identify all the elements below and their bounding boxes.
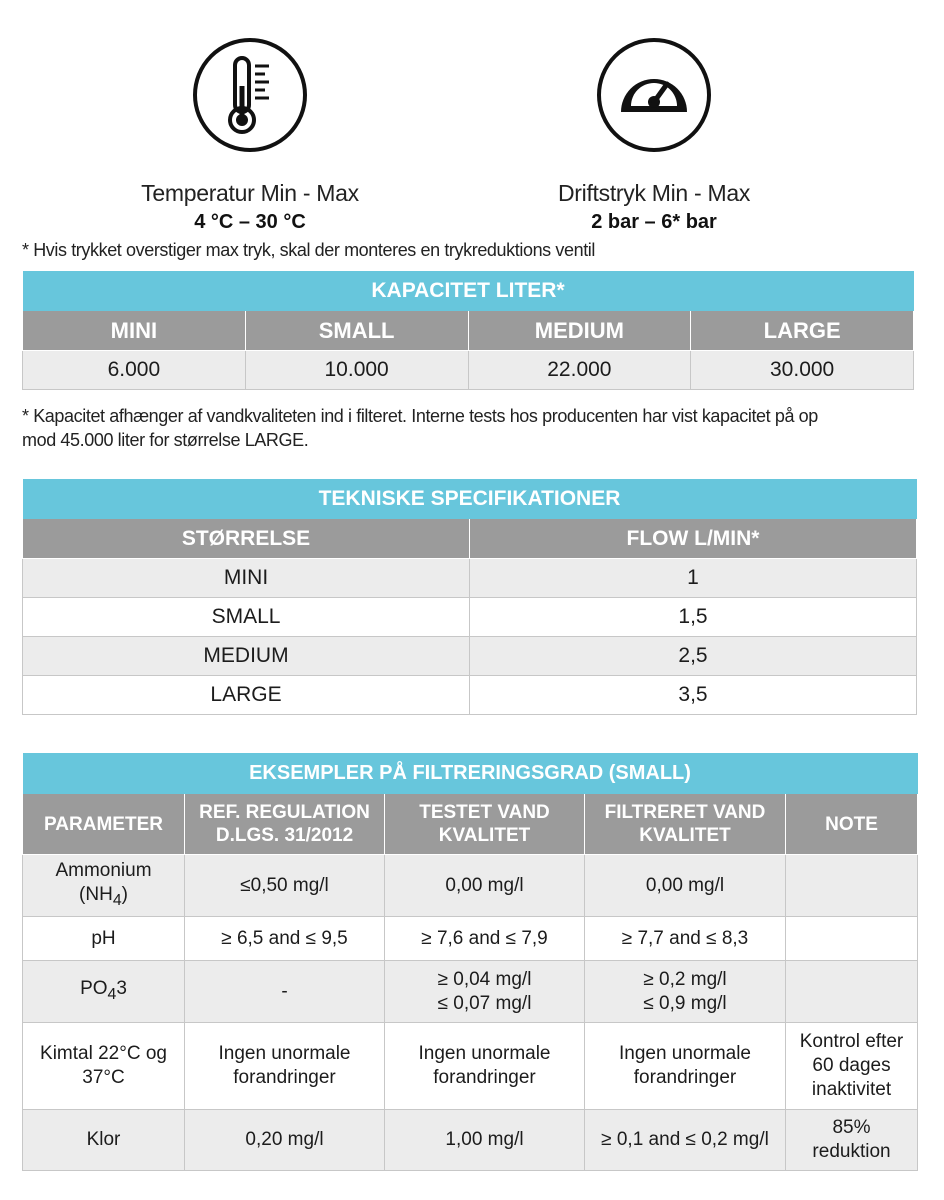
capacity-title: KAPACITET LITER* [23,271,914,311]
header-parameter: PARAMETER [23,794,185,855]
capacity-value-large: 30.000 [691,351,914,390]
header-ref-line2: D.LGS. 31/2012 [215,825,354,846]
filtered-cell: ≥ 7,7 and ≤ 8,3 [585,917,786,961]
ref-cell [185,1023,385,1110]
temperature-value: 4 °C – 30 °C [194,211,306,233]
header-filtered-line2: KVALITET [639,825,731,846]
specs-flow-cell: 1,5 [470,598,917,637]
filtered-cell [585,1023,786,1110]
table-row [23,559,917,598]
pressure-value: 2 bar – 6* bar [591,211,717,233]
param-po4 [23,961,185,1023]
specs-flow-cell: 3,5 [470,676,917,715]
tested-cell [385,961,585,1023]
ref-line1: Ingen unormale [218,1043,351,1064]
header-filtered [585,794,786,855]
note-line1: 85% [832,1117,871,1138]
note-line2: 60 dages [812,1055,891,1076]
capacity-value-medium: 22.000 [468,351,691,390]
param-klor: Klor [23,1110,185,1171]
param-text: (NH [79,883,113,905]
note-cell [786,1023,918,1110]
capacity-note [22,404,818,452]
specs-title: TEKNISKE SPECIFIKATIONER [23,479,917,519]
ref-cell: ≤0,50 mg/l [185,855,385,917]
tested-cell: 0,00 mg/l [385,855,585,917]
tested-line1: Ingen unormale [418,1043,551,1064]
header-ref-line1: REF. REGULATION [199,802,370,823]
param-ammonium [23,855,185,917]
tested-cell: 1,00 mg/l [385,1110,585,1171]
param-line2 [27,883,180,913]
specs-header-size: STØRRELSE [23,519,470,559]
pressure-note: * Hvis trykket overstiger max tryk, skal der monteres en trykreduktions ventil [22,240,595,260]
note-line1: Kontrol efter [799,1031,904,1052]
thermometer-icon [191,36,309,154]
param-text: 3 [116,977,127,999]
specs-flow-cell: 1 [470,559,917,598]
table-row [23,961,918,1023]
note-cell [786,961,918,1023]
capacity-header-mini: MINI [23,311,246,351]
filtered-line2: ≤ 0,9 mg/l [643,992,727,1014]
tested-line1: ≥ 0,04 mg/l [437,968,532,990]
note-cell [786,1110,918,1171]
header-tested-line2: KVALITET [438,825,531,846]
table-row [23,917,918,961]
tested-line2: forandringer [433,1067,536,1088]
capacity-header-medium: MEDIUM [468,311,691,351]
param-ph: pH [23,917,185,961]
capacity-value-mini: 6.000 [23,351,246,390]
table-row [23,855,918,917]
param-subscript: 4 [112,891,122,909]
filtered-cell: ≥ 0,1 and ≤ 0,2 mg/l [585,1110,786,1171]
param-text: PO [80,977,108,999]
param-subscript: 4 [107,985,117,1003]
examples-header-row [23,794,918,855]
filtered-cell [585,961,786,1023]
temperature-block [100,36,400,234]
specs-size-cell: MEDIUM [23,637,470,676]
capacity-header-large: LARGE [691,311,914,351]
ref-cell: 0,20 mg/l [185,1110,385,1171]
specs-title-row [23,479,917,519]
capacity-value-small: 10.000 [245,351,468,390]
note-cell [786,855,918,917]
temperature-label: Temperatur Min - Max [141,180,359,206]
header-tested [385,794,585,855]
filtered-line1: ≥ 0,2 mg/l [643,968,727,990]
filtered-line1: Ingen unormale [618,1043,752,1064]
filtered-line2: forandringer [633,1067,737,1088]
specs-size-cell: MINI [23,559,470,598]
table-row [23,1023,918,1110]
ref-cell: ≥ 6,5 and ≤ 9,5 [185,917,385,961]
specs-table [22,479,917,715]
tested-cell [385,1023,585,1110]
tested-line2: ≤ 0,07 mg/l [437,992,532,1014]
header-ref-regulation [185,794,385,855]
header-note: NOTE [786,794,918,855]
examples-title: EKSEMPLER PÅ FILTRERINGSGRAD (SMALL) [23,753,918,794]
capacity-note-line1: * Kapacitet afhænger af vandkvaliteten ind i filteret. Interne tests hos producenten har vist kapacitet på op [22,406,818,426]
table-row [23,351,914,390]
tested-cell: ≥ 7,6 and ≤ 7,9 [385,917,585,961]
filtered-cell: 0,00 mg/l [585,855,786,917]
header-tested-line1: TESTET VAND [419,802,550,823]
table-row [23,1110,918,1171]
capacity-title-row [23,271,914,311]
header-filtered-line1: FILTRERET VAND [604,802,766,823]
table-row [23,676,917,715]
examples-table [22,753,918,1171]
param-line1: Ammonium [55,859,152,881]
specs-header-flow: FLOW L/MIN* [470,519,917,559]
param-line1: Kimtal 22°C og [40,1043,167,1064]
note-line2: reduktion [812,1141,891,1162]
specs-size-cell: LARGE [23,676,470,715]
ref-line2: forandringer [233,1067,336,1088]
ref-cell: - [185,961,385,1023]
capacity-header-row [23,311,914,351]
param-line2: 37°C [82,1067,125,1088]
specs-size-cell: SMALL [23,598,470,637]
capacity-table [22,271,914,390]
pressure-label: Driftstryk Min - Max [557,180,751,206]
note-cell [786,917,918,961]
pressure-block [504,36,804,234]
capacity-note-line2: mod 45.000 liter for størrelse LARGE. [22,430,309,450]
pressure-gauge-icon [595,36,713,154]
note-line3: inaktivitet [811,1079,892,1100]
table-row [23,637,917,676]
param-text: ) [121,883,128,905]
param-kimtal [23,1023,185,1110]
examples-title-row [23,753,918,794]
specs-flow-cell: 2,5 [470,637,917,676]
table-row [23,598,917,637]
capacity-header-small: SMALL [245,311,468,351]
specs-header-row [23,519,917,559]
